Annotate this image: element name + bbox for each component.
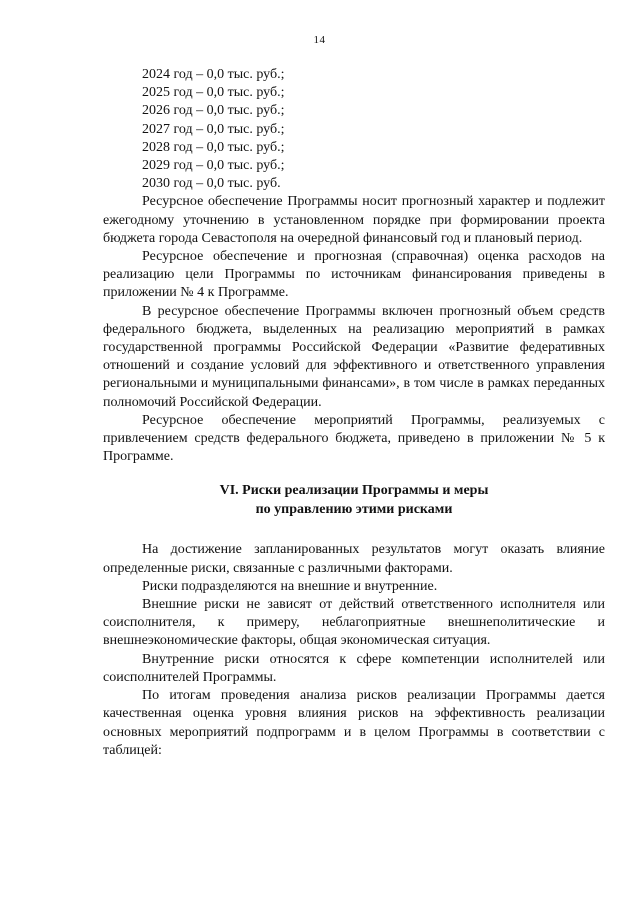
section-heading-line-1: VI. Риски реализации Программы и меры bbox=[219, 483, 489, 499]
paragraph-internal-risks: Внутренние риски относятся к сфере компетенции исполнителей или соисполнителей Программы. bbox=[103, 651, 605, 685]
paragraph-appendix-4: Ресурсное обеспечение и прогнозная (справочная) оценка расходов на реализацию цели Программы по источникам финансирования приведены в приложении № 4 к Программе. bbox=[103, 249, 605, 301]
funding-year-line: 2030 год – 0,0 тыс. руб. bbox=[142, 176, 281, 192]
funding-year-line: 2024 год – 0,0 тыс. руб.; bbox=[142, 67, 285, 82]
paragraph-federal-budget: В ресурсное обеспечение Программы включен прогнозный объем средств федерального бюджета, выделенных на реализацию мероприятий в рамках государственной программы Российской Федерации «Развитие федеративных отношений и создание условий для эффективного и ответственного управления региональными и муниципальными финансами», в том числе в рамках переданных полномочий Российской Федерации. bbox=[103, 303, 605, 410]
paragraph-risk-assessment: По итогам проведения анализа рисков реализации Программы дается качественная оценка уровня влияния рисков на эффективность реализации основных мероприятий подпрограмм и в целом Программы в соответствии с таблицей: bbox=[103, 688, 605, 758]
funding-year-line: 2028 год – 0,0 тыс. руб.; bbox=[142, 139, 285, 155]
section-heading bbox=[103, 482, 605, 519]
section-heading-line-2: по управлению этими рисками bbox=[255, 501, 453, 517]
paragraph-resource-forecast: Ресурсное обеспечение Программы носит прогнозный характер и подлежит ежегодному уточнению в установленном порядке при формировании проекта бюджета города Севастополя на очередной финансовый год и плановый период. bbox=[103, 194, 605, 246]
paragraph-risk-types: Риски подразделяются на внешние и внутренние. bbox=[142, 578, 438, 594]
funding-year-line: 2027 год – 0,0 тыс. руб.; bbox=[142, 121, 285, 137]
funding-year-line: 2029 год – 0,0 тыс. руб.; bbox=[142, 158, 285, 174]
paragraph-appendix-5: Ресурсное обеспечение мероприятий Программы, реализуемых с привлечением средств федерального бюджета, приведено в приложении № 5 к Программе. bbox=[103, 412, 605, 465]
paragraph-external-risks: Внешние риски не зависят от действий ответственного исполнителя или соисполнителя, к примеру, неблагоприятные внешнеполитические и внешнеэкономические факторы, общая экономическая ситуация. bbox=[103, 597, 605, 649]
paragraph-risk-intro: На достижение запланированных результатов могут оказать влияние определенные риски, связанные с различными факторами. bbox=[103, 542, 605, 576]
document-body bbox=[103, 66, 605, 760]
funding-years-list bbox=[103, 66, 605, 193]
funding-year-line: 2025 год – 0,0 тыс. руб.; bbox=[142, 85, 285, 101]
funding-year-line: 2026 год – 0,0 тыс. руб.; bbox=[142, 103, 285, 119]
page-number: 14 bbox=[313, 34, 326, 46]
